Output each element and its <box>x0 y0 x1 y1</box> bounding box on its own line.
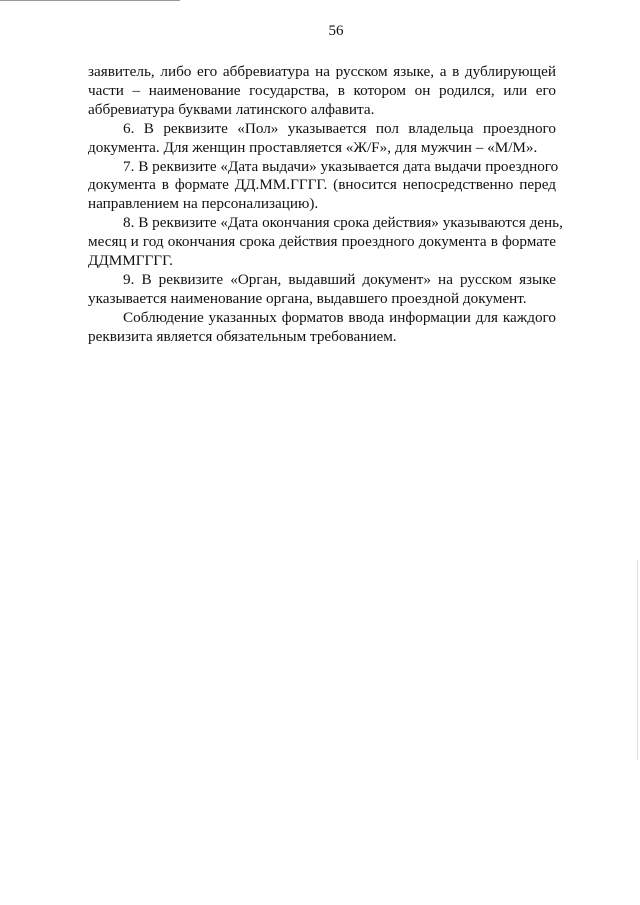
text-line: документа в формате ДД.ММ.ГГГГ. (вносится непосредственно перед <box>88 176 556 194</box>
paragraph <box>88 120 556 158</box>
page-number: 56 <box>328 23 344 39</box>
paragraph <box>88 271 556 309</box>
text-line: 8. В реквизите «Дата окончания срока действия» указываются день, <box>123 214 563 232</box>
text-line: Соблюдение указанных форматов ввода информации для каждого <box>123 308 556 326</box>
document-body <box>88 63 563 347</box>
scan-edge <box>637 560 638 760</box>
text-line: 6. В реквизите «Пол» указывается пол владельца проездного <box>123 119 556 137</box>
paragraph <box>88 214 563 271</box>
paragraph <box>88 63 556 120</box>
text-line: направлением на персонализацию). <box>88 195 319 213</box>
text-line: реквизита является обязательным требованием. <box>88 327 397 345</box>
text-line: заявитель, либо его аббревиатура на русском языке, а в дублирующей <box>88 63 556 80</box>
paragraph <box>88 309 556 347</box>
text-line: ДДММГГГГ. <box>88 252 173 270</box>
text-line: месяц и год окончания срока действия проездного документа в формате <box>88 233 556 251</box>
text-line: аббревиатура буквами латинского алфавита. <box>88 100 375 118</box>
text-line: указывается наименование органа, выдавшего проездной документ. <box>88 289 527 307</box>
text-line: 9. В реквизите «Орган, выдавший документ» на русском языке <box>123 270 556 288</box>
text-line: 7. В реквизите «Дата выдачи» указывается дата выдачи проездного <box>123 157 559 175</box>
scan-artifact-line <box>0 0 180 1</box>
text-line: документа. Для женщин проставляется «Ж/F», для мужчин – «М/M». <box>88 138 538 156</box>
text-line: части – наименование государства, в котором он родился, или его <box>88 81 556 99</box>
paragraph <box>88 157 559 215</box>
